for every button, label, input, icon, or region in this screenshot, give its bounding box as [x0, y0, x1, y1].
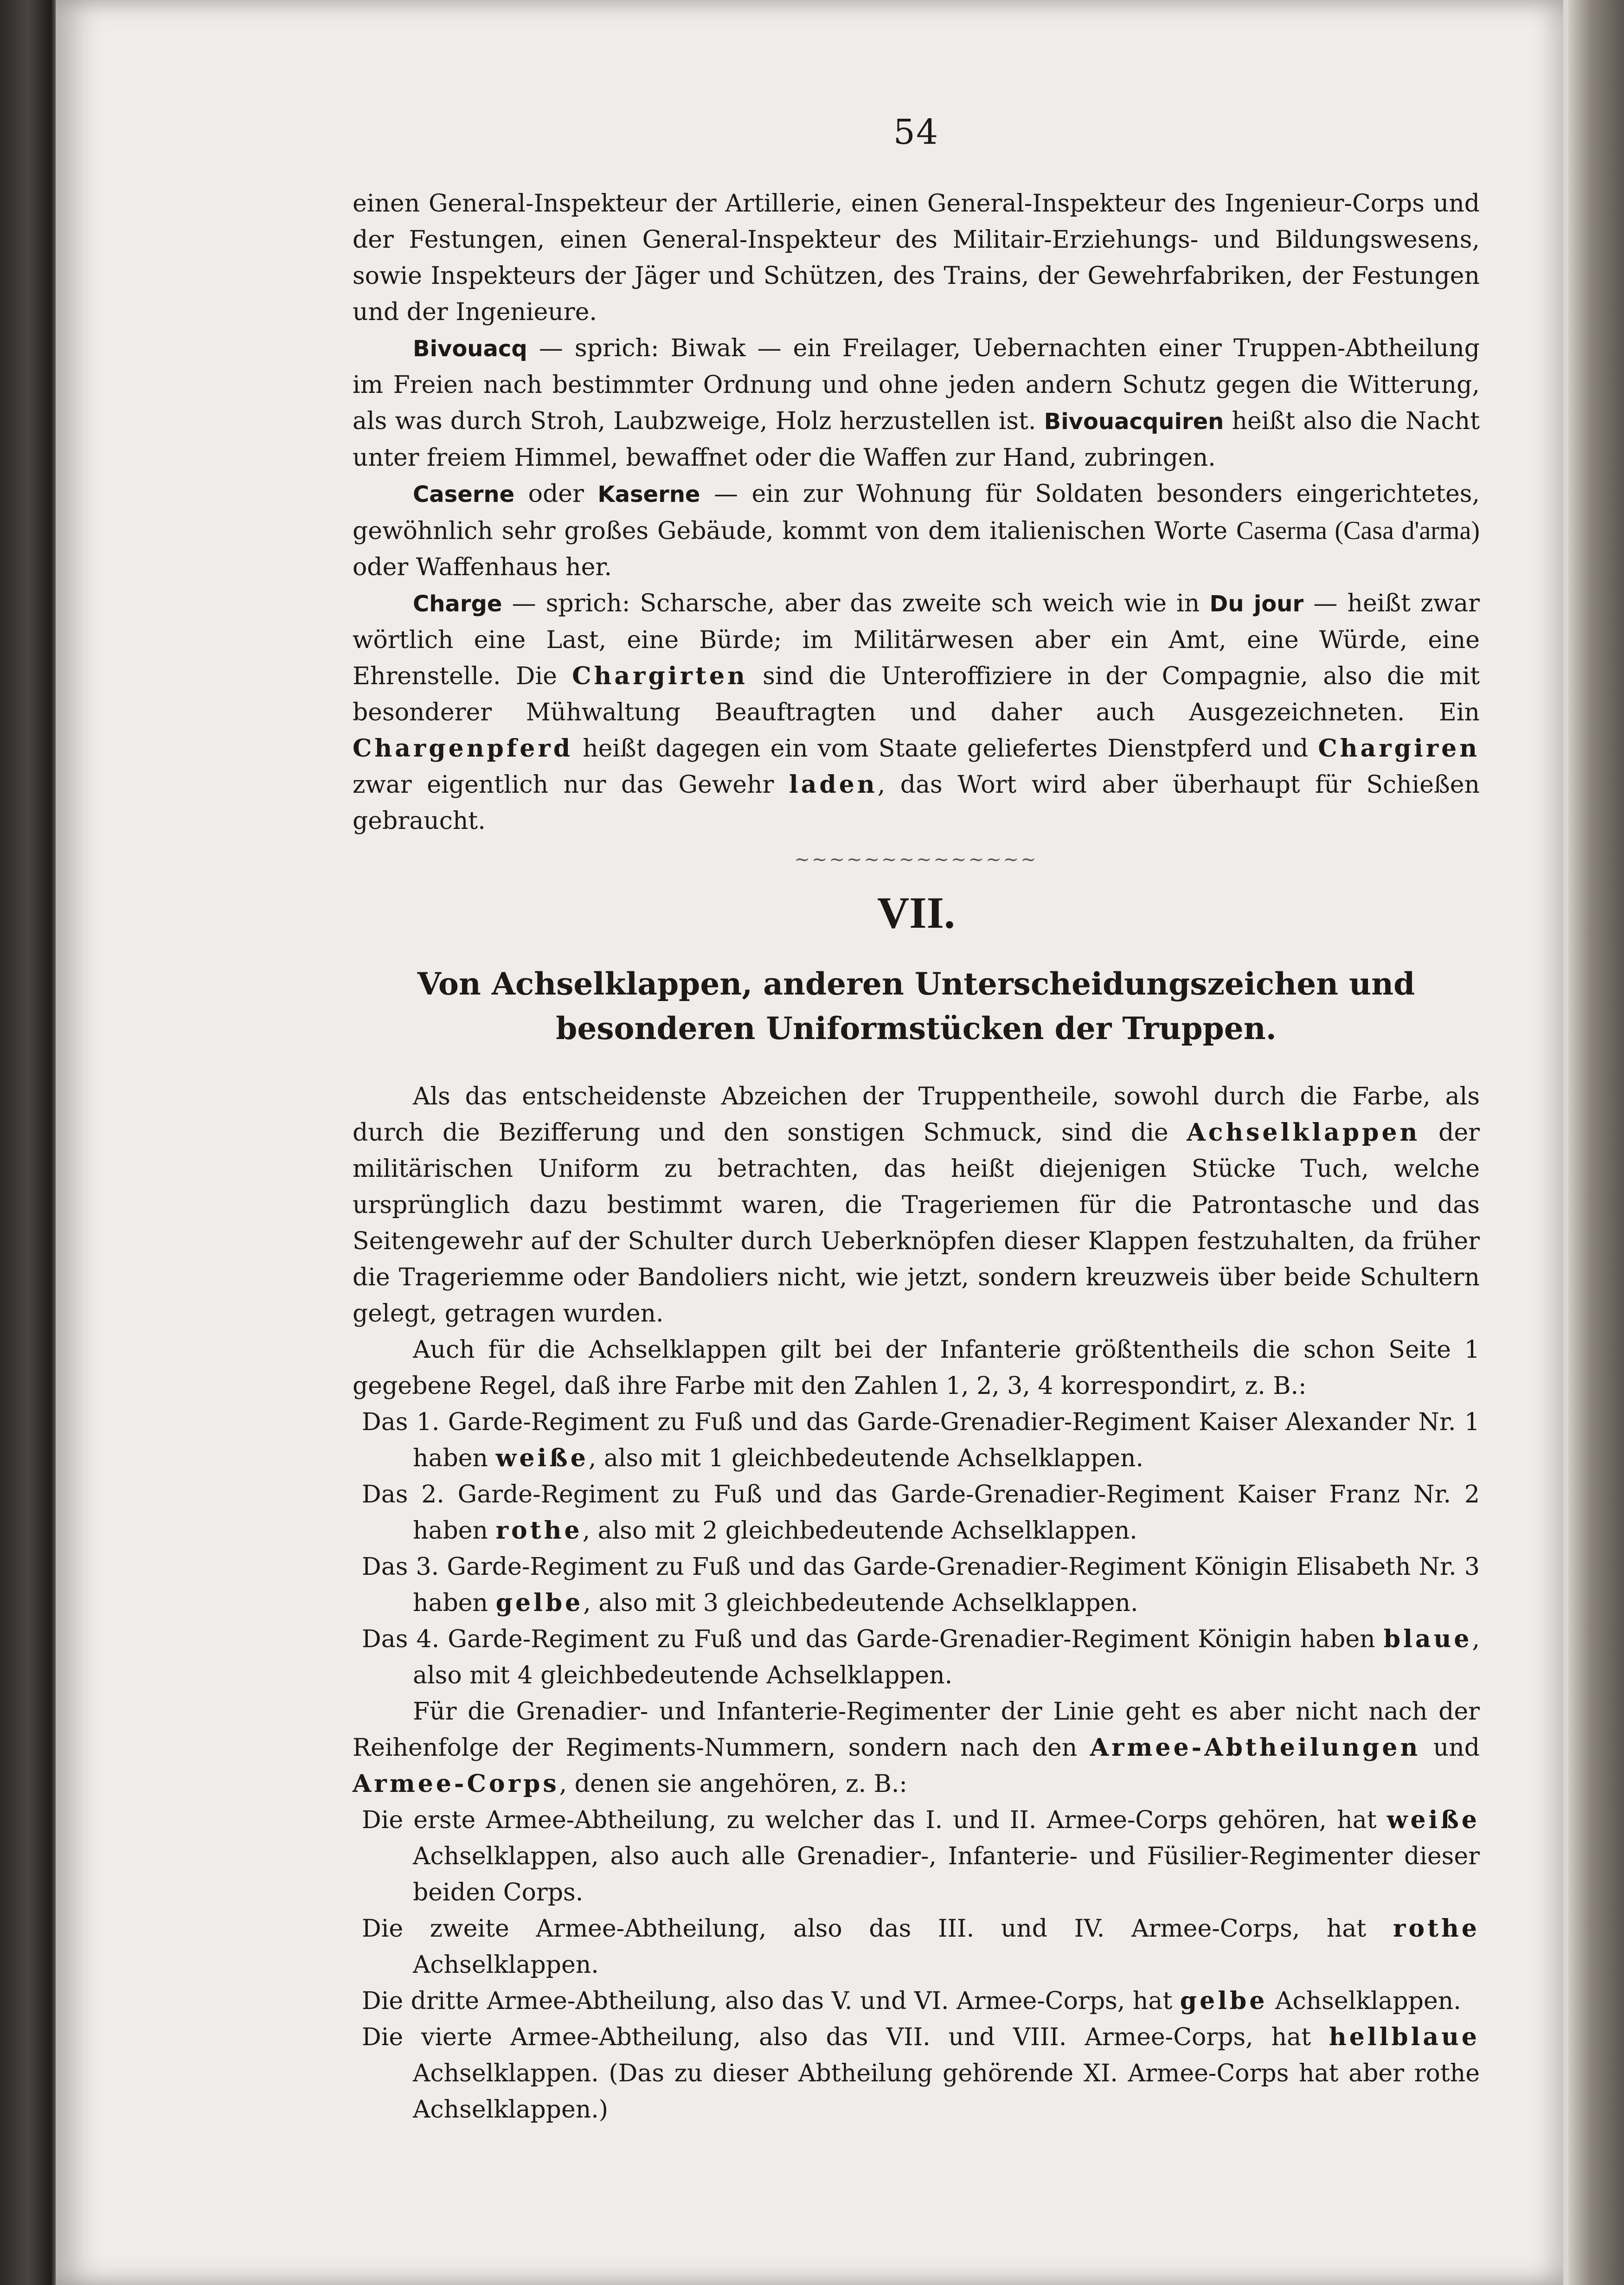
- color-term: hellblaue: [1329, 2023, 1480, 2051]
- entry-text: Die erste Armee-Abtheilung, zu welcher das I. und II. Armee-Corps gehören, hat: [362, 1806, 1387, 1834]
- entry-text: Die dritte Armee-Abtheilung, also das V. und VI. Armee-Corps, hat: [362, 1987, 1180, 2015]
- entry-caserne: [353, 476, 1480, 585]
- paragraph-inspekteure: einen General-Inspekteur der Artillerie, einen General-Inspekteur des Ingenieur-Corps und der Festungen, einen General-Inspekteur des Militair-Erziehungs- und Bildungswesens, sowie Inspekteurs der Jäger und Schützen, des Trains, der Gewehrfabriken, der Festungen und der Ingenieure.: [353, 190, 1480, 326]
- spaced-term: Chargenpferd: [353, 734, 573, 763]
- entry-text: , also mit 3 gleichbedeutende Achselklappen.: [583, 1589, 1138, 1617]
- spaced-term: Chargiren: [1318, 734, 1480, 763]
- division-item: [353, 1983, 1480, 2019]
- entry-text: oder Waffenhaus her.: [353, 553, 612, 581]
- entry-text: , also mit 1 gleichbedeutende Achselklappen.: [588, 1444, 1144, 1472]
- color-term: gelbe: [495, 1589, 584, 1617]
- entry-text: Achselklappen. (Das zu dieser Abtheilung gehörende XI. Armee-Corps hat aber rothe Achselklappen.): [413, 2060, 1480, 2124]
- page-content: [353, 102, 1480, 2128]
- entry-text: — sprich: Scharsche, aber das zweite sch weich wie in: [502, 590, 1210, 617]
- latin-phrase: Caserma (Casa d'arma): [1236, 516, 1480, 545]
- entry-text: Als das entscheidenste Abzeichen der Truppentheile, sowohl durch die Farbe, als durch die Bezifferung und den sonstigen Schmuck, sind die: [353, 1083, 1480, 1147]
- color-term: blaue: [1383, 1625, 1472, 1653]
- entry-text: , denen sie angehören, z. B.:: [559, 1770, 907, 1798]
- color-term: rothe: [495, 1516, 583, 1545]
- example-item: [353, 1404, 1480, 1476]
- paragraph-intro: [353, 1078, 1480, 1332]
- paragraph-grenadier: [353, 1694, 1480, 1802]
- entry-text: , das Wort wird aber überhaupt für Schießen gebraucht.: [353, 771, 1480, 835]
- spaced-term: Achselklappen: [1187, 1118, 1420, 1147]
- spaced-term: Chargirten: [572, 662, 748, 690]
- book-page: [56, 0, 1563, 2285]
- entry-text: sind die Unteroffiziere in der Compagnie, also die mit besonderer Mühwaltung Beauftragten und daher auch Ausgezeichneten. Ein: [353, 662, 1480, 726]
- entry-bivouacq: [353, 330, 1480, 476]
- chapter-number: VII.: [877, 888, 956, 937]
- entry-text: der militärischen Uniform zu betrachten, das heißt diejenigen Stücke Tuch, welche ursprünglich dazu bestimmt waren, die Trageriemen für die Patrontasche und das Seitengewehr auf der Schulter durch Ueberknöpfen dieser Klappen festzuhalten, da früher die Trageriemme oder Bandoliers nicht, wie jetzt, sondern kreuzweis über beide Schultern gelegt, getragen wurden.: [353, 1119, 1480, 1328]
- entry-text: Das 3. Garde-Regiment zu Fuß und das Garde-Grenadier-Regiment Königin Elisabeth Nr. 3 haben: [362, 1553, 1480, 1617]
- term-bivouacquiren: Bivouacquiren: [1044, 409, 1224, 435]
- entry-text: Für die Grenadier- und Infanterie-Regimenter der Linie geht es aber nicht nach der Reihenfolge der Regiments-Nummern, sondern nach den: [353, 1698, 1480, 1762]
- color-term: gelbe: [1180, 1987, 1268, 2015]
- entry-text: Achselklappen.: [413, 1951, 599, 1979]
- division-item: [353, 2019, 1480, 2128]
- example-item: [353, 1476, 1480, 1549]
- entry-text: Das 1. Garde-Regiment zu Fuß und das Garde-Grenadier-Regiment Kaiser Alexander Nr. 1 haben: [362, 1408, 1480, 1472]
- spaced-term: Armee-Corps: [353, 1770, 559, 1798]
- page-edge: [1568, 0, 1624, 2285]
- entry-text: oder: [514, 480, 598, 508]
- division-item: [353, 1802, 1480, 1911]
- latin-phrase: Du jour: [1209, 591, 1304, 617]
- example-item: [353, 1621, 1480, 1694]
- example-item: [353, 1549, 1480, 1621]
- entry-text: heißt also die Nacht unter freiem Himmel, bewaffnet oder die Waffen zur Hand, zubringen.: [353, 407, 1480, 472]
- entry-text: , also mit 2 gleichbedeutende Achselklappen.: [582, 1517, 1137, 1545]
- chapter-title: Von Achselklappen, anderen Unterscheidungszeichen und besonderen Uniformstücken der Truppen.: [417, 966, 1415, 1046]
- entry-text: zwar eigentlich nur das Gewehr: [353, 771, 789, 799]
- page-number: 54: [893, 112, 939, 152]
- color-term: rothe: [1393, 1914, 1480, 1943]
- entry-text: Die vierte Armee-Abtheilung, also das VII. und VIII. Armee-Corps, hat: [362, 2023, 1329, 2051]
- entry-charge: [353, 585, 1480, 839]
- term-caserne: Caserne: [413, 481, 515, 507]
- color-term: weiße: [1386, 1806, 1480, 1834]
- section-divider: ~~~~~~~~~~~~~~: [794, 849, 1038, 870]
- entry-text: Das 2. Garde-Regiment zu Fuß und das Garde-Grenadier-Regiment Kaiser Franz Nr. 2 haben: [362, 1481, 1480, 1545]
- entry-text: Die zweite Armee-Abtheilung, also das III. und IV. Armee-Corps, hat: [362, 1915, 1393, 1943]
- entry-text: Achselklappen, also auch alle Grenadier-, Infanterie- und Füsilier-Regimenter dieser beiden Corps.: [413, 1842, 1480, 1906]
- entry-text: Das 4. Garde-Regiment zu Fuß und das Garde-Grenadier-Regiment Königin haben: [362, 1625, 1384, 1653]
- term-kaserne: Kaserne: [597, 481, 700, 507]
- entry-text: heißt dagegen ein vom Staate geliefertes Dienstpferd und: [573, 735, 1318, 763]
- entry-text: Achselklappen.: [1267, 1987, 1461, 2015]
- paragraph-rule: Auch für die Achselklappen gilt bei der Infanterie größtentheils die schon Seite 1 gegebene Regel, daß ihre Farbe mit den Zahlen 1, 2, 3, 4 korrespondirt, z. B.:: [353, 1336, 1480, 1400]
- entry-text: — sprich: Biwak — ein Freilager, Uebernachten einer Truppen-Abtheilung im Freien nach bestimmter Ordnung und ohne jeden andern Schutz gegen die Witterung, als was durch Stroh, Laubzweige, Holz herzustellen ist.: [353, 334, 1480, 435]
- spaced-term: laden: [789, 770, 878, 799]
- entry-text: — ein zur Wohnung für Soldaten besonders eingerichtetes, gewöhnlich sehr großes Gebäude, kommt von dem italienischen Worte: [353, 480, 1480, 545]
- entry-text: , also mit 4 gleichbedeutende Achselklappen.: [413, 1625, 1480, 1689]
- color-term: weiße: [495, 1444, 589, 1472]
- spaced-term: Armee-Abtheilungen: [1090, 1733, 1421, 1762]
- entry-text: und: [1420, 1734, 1480, 1762]
- entry-text: — heißt zwar wörtlich eine Last, eine Bürde; im Militärwesen aber ein Amt, eine Würde, eine Ehrenstelle. Die: [353, 590, 1480, 690]
- term-charge: Charge: [413, 591, 502, 617]
- term-bivouacq: Bivouacq: [413, 336, 527, 362]
- division-item: [353, 1911, 1480, 1983]
